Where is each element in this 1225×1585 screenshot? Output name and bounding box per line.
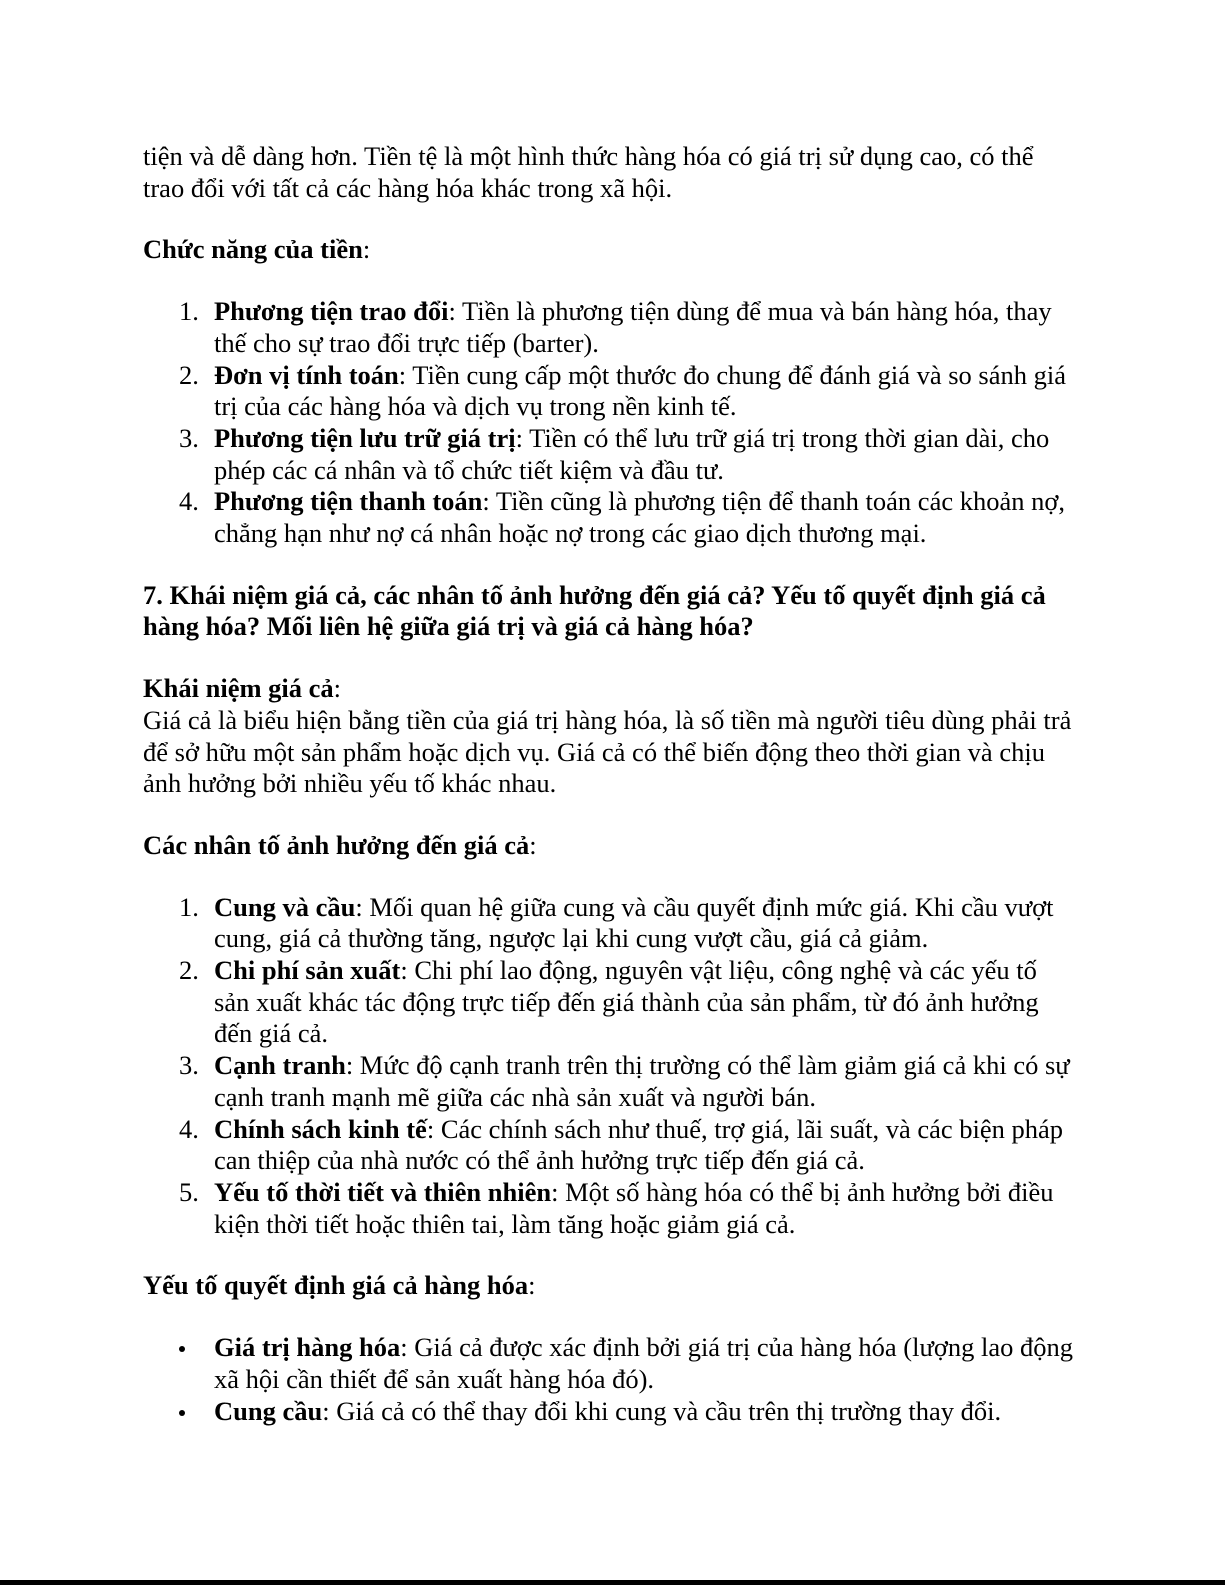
list-text: : Tiền có thể lưu trữ giá trị trong thời gian dài, cho phép các cá nhân và tổ chức tiết kiệm và đầu tư. — [214, 422, 1050, 485]
list-number: 2. — [179, 955, 199, 986]
question-7-heading — [143, 580, 1078, 643]
list-term: Phương tiện lưu trữ giá trị — [214, 422, 516, 453]
list-text: : Chi phí lao động, nguyên vật liệu, công nghệ và các yếu tố sản xuất khác tác động trực tiếp đến giá thành của sản phẩm, từ đó ảnh hưởng đến giá cả. — [214, 955, 1039, 1049]
list-term: Cung và cầu — [214, 891, 356, 922]
page-bottom-rule — [0, 1580, 1225, 1585]
price-concept-body: Giá cả là biểu hiện bằng tiền của giá trị hàng hóa, là số tiền mà người tiêu dùng phải trả để sở hữu một sản phẩm hoặc dịch vụ. Giá cả có thể biến động theo thời gian và chịu ảnh hưởng bởi nhiều yếu tố khác nhau. — [143, 704, 1072, 799]
list-term: Phương tiện trao đổi — [214, 296, 449, 327]
functions-heading-colon: : — [362, 234, 371, 265]
price-factors-list — [143, 892, 1078, 1241]
list-item — [143, 1050, 1078, 1113]
list-item — [143, 892, 1078, 955]
list-text: : Tiền cung cấp một thước đo chung để đánh giá và so sánh giá trị của các hàng hóa và dịch vụ trong nền kinh tế. — [214, 359, 1066, 422]
list-number: 2. — [179, 359, 199, 390]
list-term: Giá trị hàng hóa — [214, 1332, 401, 1363]
list-number: 3. — [179, 1050, 199, 1081]
list-item — [143, 955, 1078, 1050]
list-term: Yếu tố thời tiết và thiên nhiên — [214, 1176, 552, 1207]
functions-heading: Chức năng của tiền — [143, 234, 363, 265]
list-term: Chi phí sản xuất — [214, 955, 401, 986]
list-term: Phương tiện thanh toán — [214, 486, 483, 517]
bullet-icon — [179, 1396, 185, 1416]
list-item — [143, 1396, 1078, 1428]
list-item — [143, 360, 1078, 423]
list-text: : Giá cả được xác định bởi giá trị của hàng hóa (lượng lao động xã hội cần thiết để sản xuất hàng hóa đó). — [214, 1332, 1073, 1394]
price-factors-heading: Các nhân tố ảnh hưởng đến giá cả — [143, 829, 530, 860]
functions-list — [143, 296, 1078, 550]
price-concept-heading-line — [143, 673, 1078, 705]
list-item — [143, 423, 1078, 486]
determinants-colon: : — [528, 1270, 536, 1301]
functions-heading-line — [143, 234, 1078, 266]
determinants-heading-line — [143, 1270, 1078, 1302]
list-text: : Tiền cũng là phương tiện để thanh toán các khoản nợ, chẳng hạn như nợ cá nhân hoặc nợ trong các giao dịch thương mại. — [214, 486, 1065, 549]
list-text: : Các chính sách như thuế, trợ giá, lãi suất, và các biện pháp can thiệp của nhà nước có thể ảnh hưởng trực tiếp đến giá cả. — [214, 1113, 1064, 1176]
list-item — [143, 1332, 1078, 1395]
list-item — [143, 1114, 1078, 1177]
list-term: Đơn vị tính toán — [214, 359, 399, 390]
list-item — [143, 296, 1078, 359]
list-term: Cạnh tranh — [214, 1050, 346, 1081]
determinants-heading: Yếu tố quyết định giá cả hàng hóa — [143, 1270, 529, 1301]
price-concept-colon: : — [333, 673, 342, 704]
list-term: Chính sách kinh tế — [214, 1113, 427, 1144]
list-number: 1. — [179, 891, 199, 922]
determinants-list — [143, 1332, 1078, 1427]
list-text: : Mức độ cạnh tranh trên thị trường có thể làm giảm giá cả khi có sự cạnh tranh mạnh mẽ giữa các nhà sản xuất và người bán. — [214, 1050, 1070, 1112]
price-factors-colon: : — [529, 829, 537, 860]
list-number: 1. — [179, 296, 199, 327]
document-page — [143, 141, 1078, 1427]
intro-paragraph: tiện và dễ dàng hơn. Tiền tệ là một hình thức hàng hóa có giá trị sử dụng cao, có thể trao đổi với tất cả các hàng hóa khác trong xã hội. — [143, 141, 1034, 203]
list-text: : Tiền là phương tiện dùng để mua và bán hàng hóa, thay thế cho sự trao đổi trực tiếp (barter). — [214, 296, 1052, 358]
list-text: : Giá cả có thể thay đổi khi cung và cầu trên thị trường thay đổi. — [322, 1395, 1002, 1426]
list-item — [143, 1177, 1078, 1240]
list-item — [143, 486, 1078, 549]
list-text: : Một số hàng hóa có thể bị ảnh hưởng bởi điều kiện thời tiết hoặc thiên tai, làm tăng hoặc giảm giá cả. — [214, 1176, 1054, 1239]
list-number: 5. — [179, 1176, 199, 1207]
bullet-icon — [179, 1332, 185, 1352]
list-term: Cung cầu — [214, 1395, 323, 1426]
price-factors-heading-line — [143, 830, 1078, 862]
list-number: 3. — [179, 422, 199, 453]
question-7-title: 7. Khái niệm giá cả, các nhân tố ảnh hưởng đến giá cả? Yếu tố quyết định giá cả hàng hóa? Mối liên hệ giữa giá trị và giá cả hàng hóa? — [143, 579, 1046, 642]
price-concept-heading: Khái niệm giá cả — [143, 673, 334, 704]
list-number: 4. — [179, 486, 199, 517]
list-number: 4. — [179, 1113, 199, 1144]
list-text: : Mối quan hệ giữa cung và cầu quyết định mức giá. Khi cầu vượt cung, giá cả thường tăng, ngược lại khi cung vượt cầu, giá cả giảm. — [214, 891, 1054, 954]
